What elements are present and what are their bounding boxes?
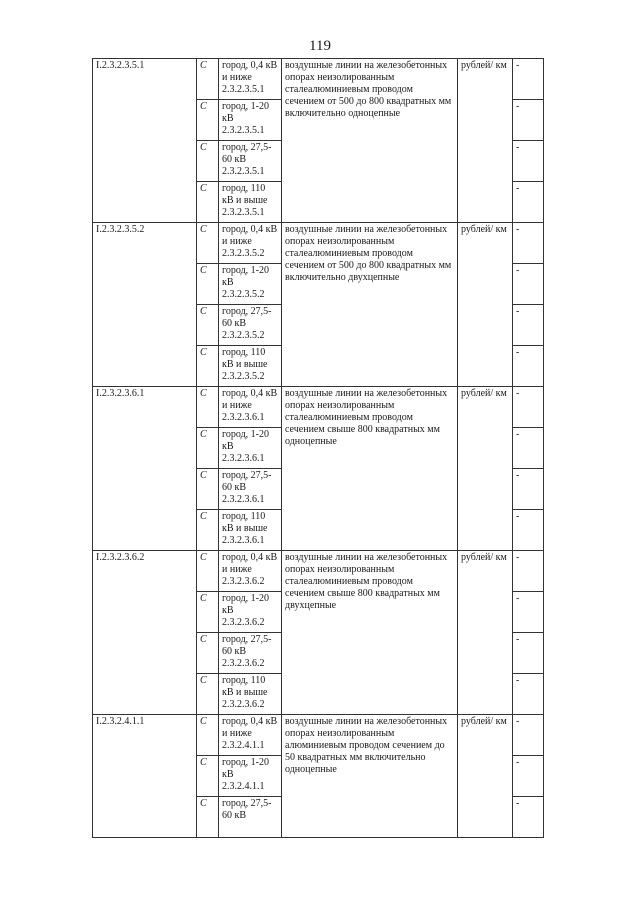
category-letter: C [197, 797, 219, 838]
line-description: воздушные линии на железобетонных опорах неизолированным сталеалюминиевым проводом сечением свыше 800 квадратных мм одноцепные [282, 387, 458, 551]
voltage-label: город, 1-20 кВ 2.3.2.3.6.1 [219, 428, 282, 469]
category-letter: C [197, 100, 219, 141]
value-cell: - [513, 264, 544, 305]
category-letter: C [197, 715, 219, 756]
group-code: I.2.3.2.3.6.2 [93, 551, 197, 715]
line-description: воздушные линии на железобетонных опорах неизолированным алюминиевым проводом сечением до 50 квадратных мм включительно одноцепные [282, 715, 458, 838]
voltage-label: город, 27,5-60 кВ [219, 797, 282, 838]
category-letter: C [197, 756, 219, 797]
category-letter: C [197, 141, 219, 182]
category-letter: C [197, 633, 219, 674]
line-description: воздушные линии на железобетонных опорах неизолированным сталеалюминиевым проводом сечением свыше 800 квадратных мм двухцепные [282, 551, 458, 715]
tariff-table [92, 58, 544, 838]
voltage-label: город, 1-20 кВ 2.3.2.4.1.1 [219, 756, 282, 797]
category-letter: C [197, 387, 219, 428]
value-cell: - [513, 510, 544, 551]
value-cell: - [513, 674, 544, 715]
table-row [93, 59, 544, 100]
category-letter: C [197, 182, 219, 223]
group-code: I.2.3.2.4.1.1 [93, 715, 197, 838]
voltage-label: город, 27,5-60 кВ 2.3.2.3.5.1 [219, 141, 282, 182]
value-cell: - [513, 592, 544, 633]
value-cell: - [513, 469, 544, 510]
table-body [93, 59, 544, 838]
table-row [93, 551, 544, 592]
category-letter: C [197, 674, 219, 715]
category-letter: C [197, 59, 219, 100]
table-row [93, 223, 544, 264]
unit-label: рублей/ км [458, 387, 513, 551]
line-description: воздушные линии на железобетонных опорах неизолированным сталеалюминиевым проводом сечением от 500 до 800 квадратных мм включительно двухцепные [282, 223, 458, 387]
value-cell: - [513, 141, 544, 182]
group-code: I.2.3.2.3.5.2 [93, 223, 197, 387]
category-letter: C [197, 305, 219, 346]
voltage-label: город, 110 кВ и выше 2.3.2.3.6.1 [219, 510, 282, 551]
category-letter: C [197, 510, 219, 551]
voltage-label: город, 0,4 кВ и ниже 2.3.2.3.5.1 [219, 59, 282, 100]
voltage-label: город, 0,4 кВ и ниже 2.3.2.4.1.1 [219, 715, 282, 756]
voltage-label: город, 0,4 кВ и ниже 2.3.2.3.6.1 [219, 387, 282, 428]
group-code: I.2.3.2.3.5.1 [93, 59, 197, 223]
category-letter: C [197, 428, 219, 469]
value-cell: - [513, 428, 544, 469]
value-cell: - [513, 551, 544, 592]
category-letter: C [197, 551, 219, 592]
value-cell: - [513, 182, 544, 223]
unit-label: рублей/ км [458, 551, 513, 715]
voltage-label: город, 27,5-60 кВ 2.3.2.3.6.1 [219, 469, 282, 510]
value-cell: - [513, 797, 544, 838]
category-letter: C [197, 346, 219, 387]
voltage-label: город, 1-20 кВ 2.3.2.3.5.2 [219, 264, 282, 305]
table-row [93, 387, 544, 428]
voltage-label: город, 1-20 кВ 2.3.2.3.6.2 [219, 592, 282, 633]
page-number: 119 [309, 38, 331, 54]
category-letter: C [197, 223, 219, 264]
unit-label: рублей/ км [458, 59, 513, 223]
unit-label: рублей/ км [458, 223, 513, 387]
voltage-label: город, 27,5-60 кВ 2.3.2.3.5.2 [219, 305, 282, 346]
table-row [93, 715, 544, 756]
category-letter: C [197, 469, 219, 510]
value-cell: - [513, 100, 544, 141]
voltage-label: город, 1-20 кВ 2.3.2.3.5.1 [219, 100, 282, 141]
voltage-label: город, 110 кВ и выше 2.3.2.3.6.2 [219, 674, 282, 715]
value-cell: - [513, 387, 544, 428]
category-letter: C [197, 592, 219, 633]
voltage-label: город, 27,5-60 кВ 2.3.2.3.6.2 [219, 633, 282, 674]
voltage-label: город, 110 кВ и выше 2.3.2.3.5.1 [219, 182, 282, 223]
value-cell: - [513, 223, 544, 264]
voltage-label: город, 0,4 кВ и ниже 2.3.2.3.6.2 [219, 551, 282, 592]
voltage-label: город, 110 кВ и выше 2.3.2.3.5.2 [219, 346, 282, 387]
voltage-label: город, 0,4 кВ и ниже 2.3.2.3.5.2 [219, 223, 282, 264]
value-cell: - [513, 305, 544, 346]
category-letter: C [197, 264, 219, 305]
unit-label: рублей/ км [458, 715, 513, 838]
value-cell: - [513, 633, 544, 674]
line-description: воздушные линии на железобетонных опорах неизолированным сталеалюминиевым проводом сечением от 500 до 800 квадратных мм включительно одноцепные [282, 59, 458, 223]
value-cell: - [513, 346, 544, 387]
value-cell: - [513, 59, 544, 100]
value-cell: - [513, 756, 544, 797]
value-cell: - [513, 715, 544, 756]
group-code: I.2.3.2.3.6.1 [93, 387, 197, 551]
